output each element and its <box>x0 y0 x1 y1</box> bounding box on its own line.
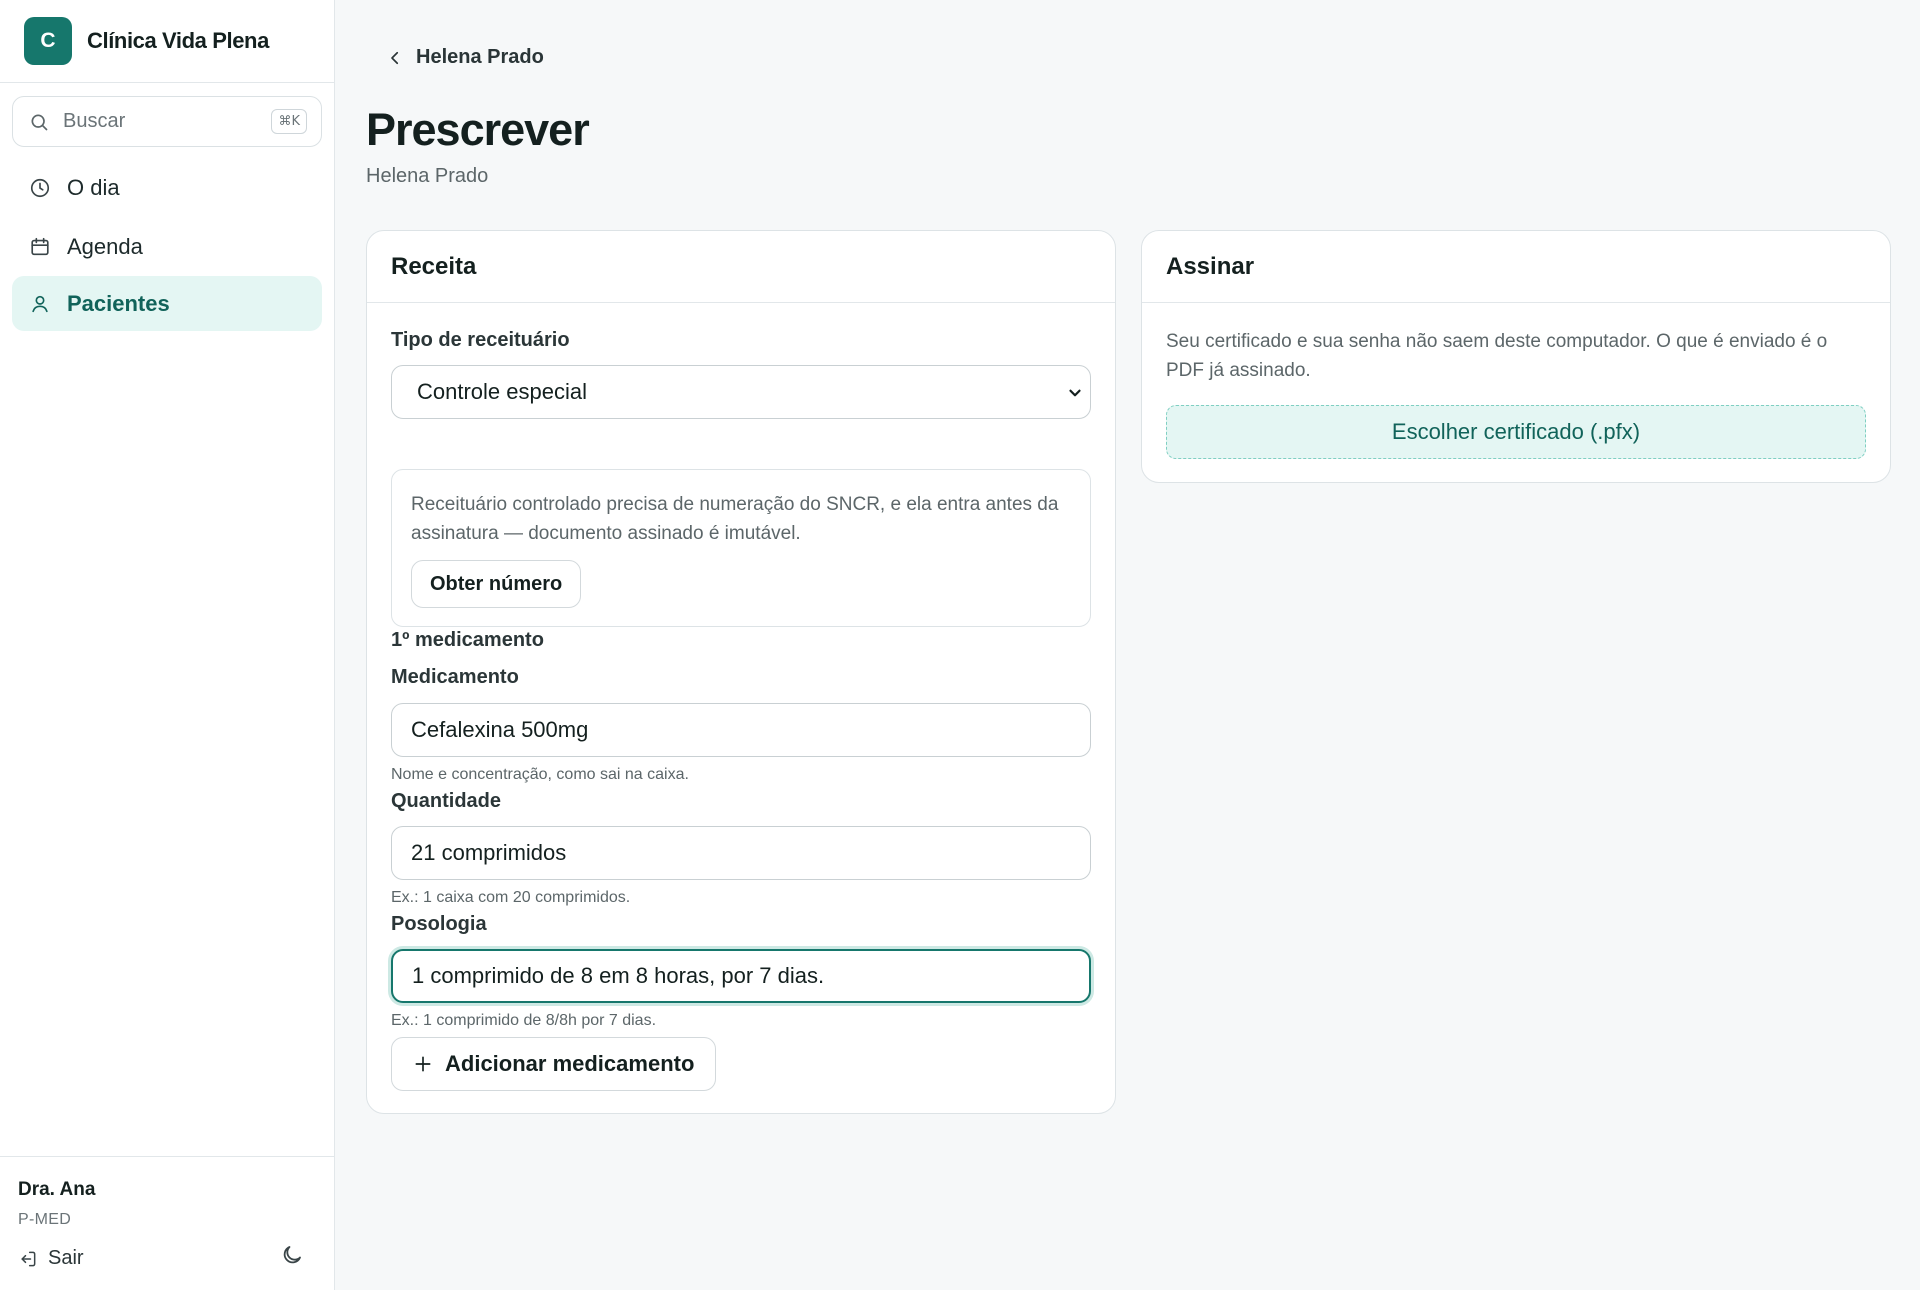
page-title: Prescrever <box>366 104 589 155</box>
sidebar-item-label: Agenda <box>67 233 143 259</box>
tipo-receituario-value: Controle especial <box>417 379 587 404</box>
add-medicamento-label: Adicionar medicamento <box>445 1051 695 1076</box>
assinar-card-title: Assinar <box>1142 231 1890 303</box>
posologia-hint: Ex.: 1 comprimido de 8/8h por 7 dias. <box>391 1012 657 1029</box>
logout-label: Sair <box>48 1247 84 1269</box>
tipo-receituario-select[interactable] <box>391 365 1091 419</box>
moon-icon[interactable] <box>280 1243 304 1267</box>
back-link-label: Helena Prado <box>416 46 544 68</box>
user-name: Dra. Ana <box>18 1179 96 1200</box>
sidebar-item-agenda[interactable] <box>12 219 322 274</box>
medicamento-label: Medicamento <box>391 666 519 688</box>
escolher-certificado-button[interactable]: Escolher certificado (.pfx) <box>1166 405 1866 459</box>
receita-card-title: Receita <box>367 231 1115 303</box>
sidebar-footer <box>0 1156 335 1290</box>
assinar-description: Seu certificado e sua senha não saem deste computador. O que é enviado é o PDF já assinado. <box>1166 331 1828 381</box>
sidebar-item-label: Pacientes <box>67 290 170 316</box>
sncr-notice <box>391 469 1091 627</box>
sidebar-item-label: O dia <box>67 174 120 200</box>
chevron-down-icon <box>1066 384 1084 402</box>
quantidade-input[interactable]: 21 comprimidos <box>391 826 1091 880</box>
medicamento-hint: Nome e concentração, como sai na caixa. <box>391 766 689 783</box>
chevron-left-icon <box>386 49 404 67</box>
quantidade-hint: Ex.: 1 caixa com 20 comprimidos. <box>391 889 631 906</box>
brand-name: Clínica Vida Plena <box>87 28 269 53</box>
clock-icon <box>29 177 51 199</box>
brand-logo: C <box>24 17 72 65</box>
calendar-icon <box>29 236 51 258</box>
plus-icon <box>413 1054 433 1074</box>
assinar-card <box>1141 230 1891 483</box>
sncr-notice-text: Receituário controlado precisa de numeração do SNCR, e ela entra antes da assinatura — documento assinado é imutável. <box>411 494 1059 544</box>
posologia-input[interactable]: 1 comprimido de 8 em 8 horas, por 7 dias. <box>391 949 1091 1003</box>
medicamento-heading: 1º medicamento <box>391 629 544 651</box>
sidebar <box>0 0 335 1290</box>
search-shortcut-badge: ⌘K <box>271 109 307 134</box>
page-subtitle: Helena Prado <box>366 165 489 187</box>
search-input[interactable] <box>12 96 322 147</box>
logout-button[interactable] <box>18 1247 84 1270</box>
brand <box>0 0 334 83</box>
tipo-receituario-label: Tipo de receituário <box>391 329 570 351</box>
search-icon <box>29 112 49 132</box>
user-icon <box>29 293 51 315</box>
sidebar-item-o-dia[interactable] <box>12 160 322 215</box>
search-placeholder: Buscar <box>63 110 126 132</box>
medicamento-input[interactable]: Cefalexina 500mg <box>391 703 1091 757</box>
obter-numero-button[interactable]: Obter número <box>411 560 581 608</box>
receita-card <box>366 230 1116 1114</box>
back-link[interactable] <box>386 46 544 69</box>
posologia-label: Posologia <box>391 913 487 935</box>
add-medicamento-button[interactable] <box>391 1037 716 1091</box>
logout-icon <box>18 1249 38 1269</box>
user-role: P-MED <box>18 1211 72 1228</box>
quantidade-label: Quantidade <box>391 790 502 812</box>
sidebar-item-pacientes[interactable] <box>12 276 322 331</box>
